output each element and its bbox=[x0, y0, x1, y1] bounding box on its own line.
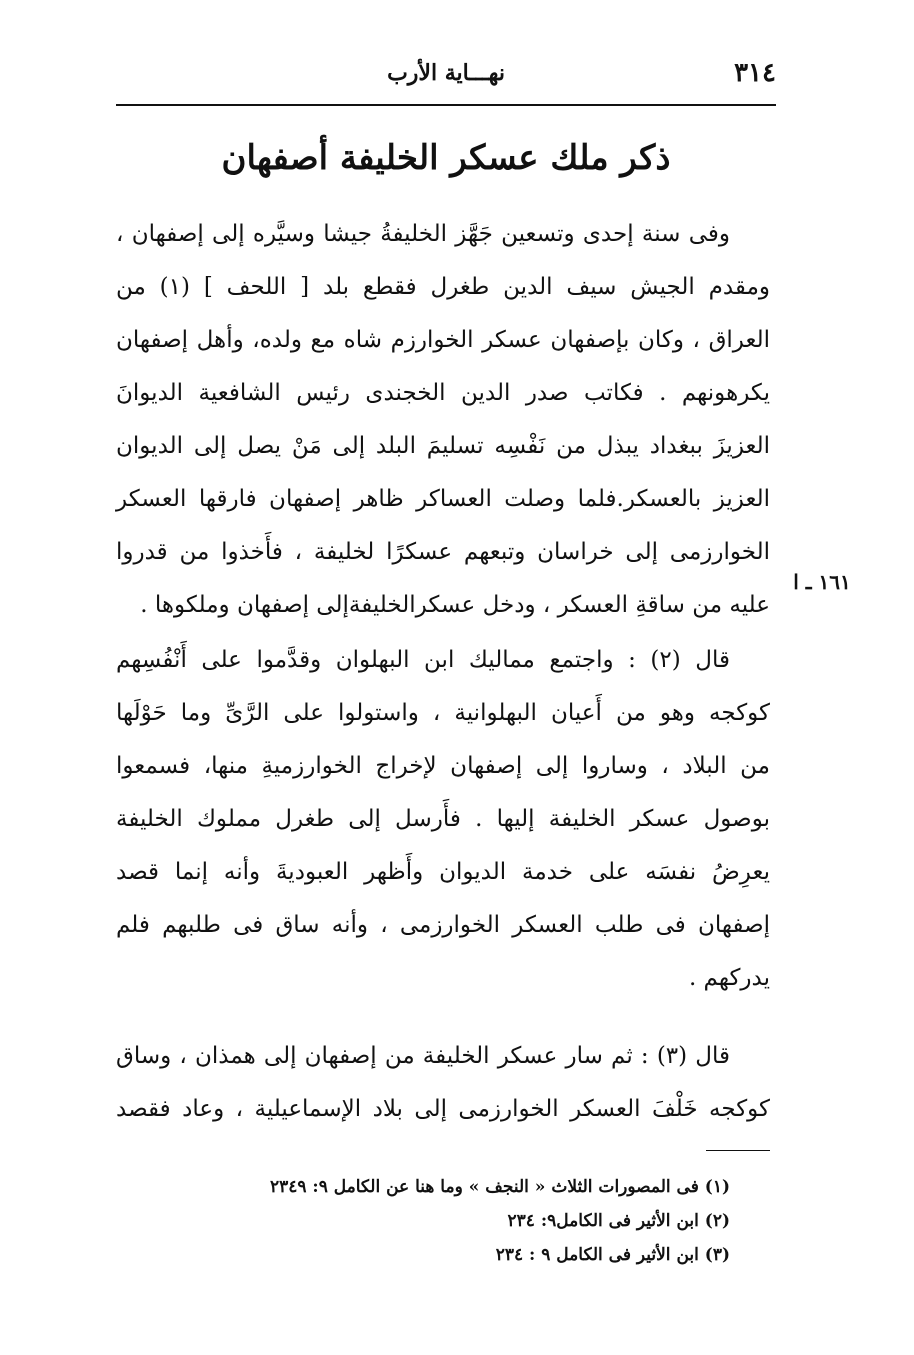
text-line: العزيز بالعسكر.فلما وصلت العساكر ظاهر إصفهان فارقها العسكر bbox=[116, 486, 770, 512]
paragraph-3 bbox=[116, 1030, 770, 1136]
text-line: العزيزَ ببغداد يبذل من نَفْسِه تسليمَ البلد إلى مَنْ يصل إلى الديوان bbox=[116, 433, 770, 459]
text-line: من البلاد ، وساروا إلى إصفهان لإخراج الخوارزميةِ منها، فسمعوا bbox=[116, 753, 770, 779]
page-header bbox=[116, 58, 776, 98]
margin-folio-note: ١٦١ ـ ا bbox=[793, 570, 851, 594]
text-line: كوكجه وهو من أَعيان البهلوانية ، واستولوا على الرَّىِّ وما حَوْلَها bbox=[116, 700, 770, 726]
running-title: نهـــاية الأرب bbox=[387, 60, 505, 86]
footnotes bbox=[200, 1170, 730, 1272]
text-line: ومقدم الجيش سيف الدين طغرل فقطع بلد [ اللحف ] (١) من bbox=[116, 274, 770, 300]
footnote: (٣) ابن الأثير فى الكامل ٩ : ٢٣٤ bbox=[495, 1245, 730, 1265]
chapter-title: ذكر ملك عسكر الخليفة أصفهان bbox=[221, 138, 671, 178]
footnote: (١) فى المصورات الثلاث « النجف » وما هنا عن الكامل ٩: ٢٣٤٩ bbox=[269, 1177, 730, 1197]
page-number: ٣١٤ bbox=[734, 58, 776, 88]
paragraph-2 bbox=[116, 634, 770, 1005]
text-line: عليه من ساقةِ العسكر ، ودخل عسكرالخليفةإلى إصفهان وملكوها . bbox=[140, 592, 770, 618]
paragraph-1 bbox=[116, 208, 770, 632]
header-rule bbox=[116, 104, 776, 106]
text-line: قال (٢) : واجتمع مماليك ابن البهلوان وقدَّموا على أَنْفُسِهم bbox=[116, 647, 730, 673]
text-line: قال (٣) : ثم سار عسكر الخليفة من إصفهان إلى همذان ، وساق bbox=[116, 1043, 730, 1069]
footnote-rule bbox=[706, 1150, 770, 1151]
text-line: يكرهونهم . فكاتب صدر الدين الخجندى رئيس الشافعية الديوانَ bbox=[116, 380, 770, 406]
text-line: وفى سنة إحدى وتسعين جَهَّز الخليفةُ جيشا وسيَّره إلى إصفهان ، bbox=[116, 221, 730, 247]
footnote: (٢) ابن الأثير فى الكامل٩: ٢٣٤ bbox=[507, 1211, 730, 1231]
text-line: يدركهم . bbox=[688, 965, 770, 991]
text-line: بوصول عسكر الخليفة إليها . فأَرسل إلى طغرل مملوك الخليفة bbox=[116, 806, 770, 832]
text-line: الخوارزمى إلى خراسان وتبعهم عسكرًا لخليفة ، فأَخذوا من قدروا bbox=[116, 539, 770, 565]
text-line: العراق ، وكان بإصفهان عسكر الخوارزم شاه مع ولده، وأهل إصفهان bbox=[116, 327, 770, 353]
text-line: إصفهان فى طلب العسكر الخوارزمى ، وأنه ساق فى طلبهم فلم bbox=[116, 912, 770, 938]
text-line: يعرِضُ نفسَه على خدمة الديوان وأَظهر العبوديةَ وأنه إنما قصد bbox=[116, 859, 770, 885]
text-line: كوكجه خَلْفَ العسكر الخوارزمى إلى بلاد الإسماعيلية ، وعاد فقصد bbox=[116, 1096, 770, 1122]
